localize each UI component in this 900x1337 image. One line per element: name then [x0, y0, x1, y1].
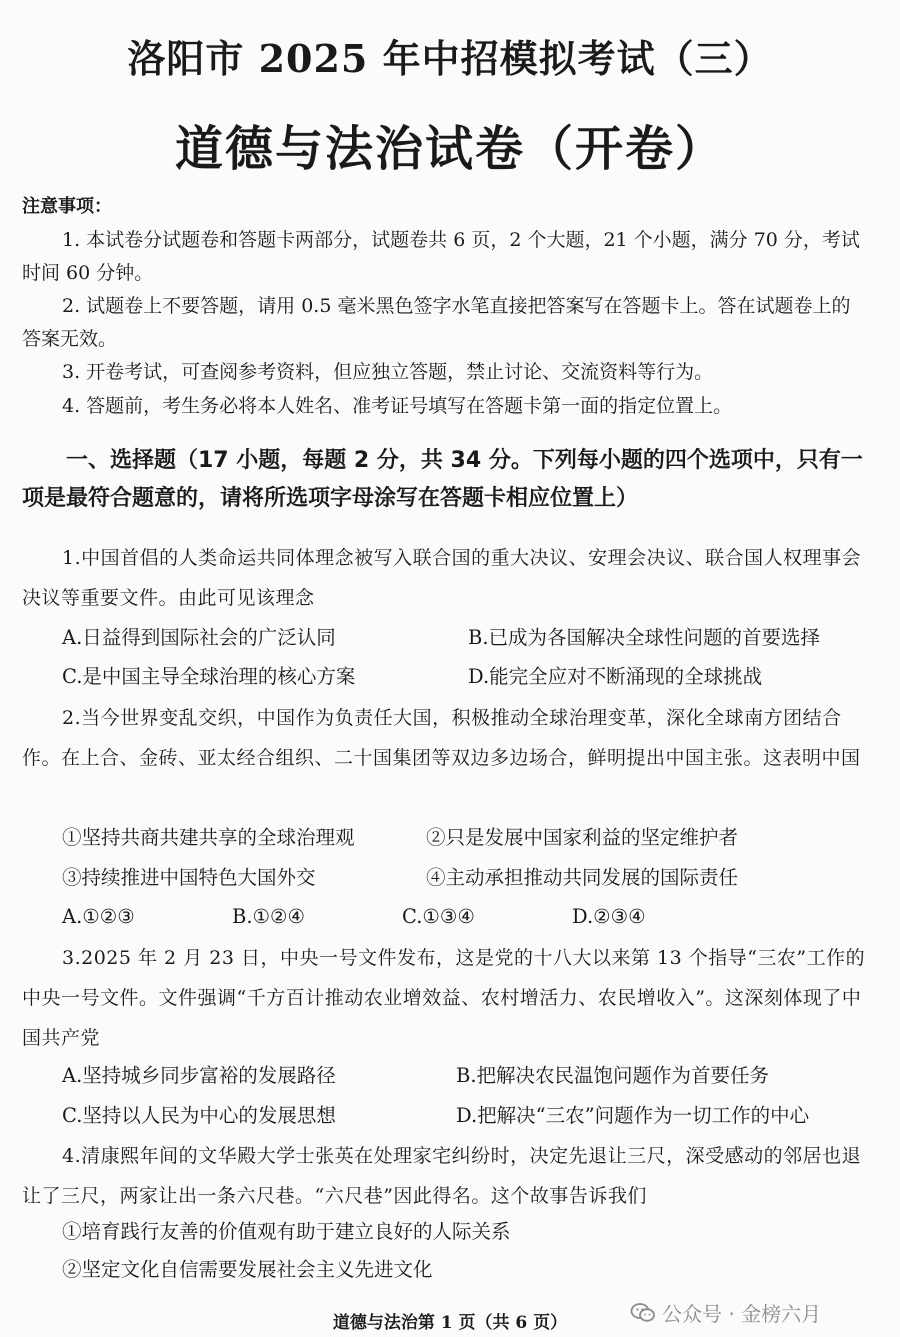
section-heading: 一、选择题（17 小题，每题 2 分，共 34 分。下列每小题的四个选项中，只有一项是最符合题意的，请将所选项字母涂写在答题卡相应位置上）: [22, 448, 863, 511]
watermark-text: 公众号 · 金榜六月: [662, 1302, 822, 1326]
question-stem: 3.2025 年 2 月 23 日，中央一号文件发布，这是党的十八大以来第 13 个指导“三农”工作的中央一号文件。文件强调“千方百计推动农业增效益、农村增活力、农民增收入”。这深刻体现了中国共产党: [22, 947, 866, 1049]
exam-subtitle: 道德与法治试卷（开卷）: [174, 121, 725, 177]
option-d: D.能完全应对不断涌现的全球挑战: [468, 665, 763, 688]
question-stem: 1.中国首倡的人类命运共同体理念被写入联合国的重大决议、安理会决议、联合国人权理事会决议等重要文件。由此可见该理念: [22, 547, 862, 609]
option-a: A.①②③: [62, 905, 135, 928]
statement-2: ②只是发展中国家利益的坚定维护者: [426, 826, 739, 849]
page-footer: 道德与法治第 1 页（共 6 页）: [332, 1313, 568, 1333]
option-b: B.把解决农民温饱问题作为首要任务: [456, 1064, 770, 1087]
option-c: C.是中国主导全球治理的核心方案: [62, 665, 356, 688]
statement-3: ③持续推进中国特色大国外交: [62, 866, 316, 889]
notice-item-1: 1. 本试卷分试题卷和答题卡两部分，试题卷共 6 页，2 个大题，21 个小题，满分 70 分，考试时间 60 分钟。: [22, 229, 860, 284]
option-d: D.②③④: [572, 905, 646, 928]
option-a: A.日益得到国际社会的广泛认同: [62, 626, 336, 649]
statement-1: ①坚持共商共建共享的全球治理观: [62, 826, 355, 849]
option-c: C.坚持以人民为中心的发展思想: [62, 1104, 336, 1127]
wechat-icon: [630, 1300, 656, 1326]
notice-heading: 注意事项：: [22, 196, 112, 217]
option-b: B.①②④: [232, 905, 305, 928]
watermark: [630, 1298, 821, 1327]
notice-item-3: 3. 开卷考试，可查阅参考资料，但应独立答题，禁止讨论、交流资料等行为。: [62, 361, 714, 383]
statement-2: ②坚定文化自信需要发展社会主义先进文化: [62, 1258, 433, 1281]
option-c: C.①③④: [402, 905, 475, 928]
option-b: B.已成为各国解决全球性问题的首要选择: [468, 626, 821, 649]
option-d: D.把解决“三农”问题作为一切工作的中心: [456, 1104, 810, 1127]
statement-1: ①培育践行友善的价值观有助于建立良好的人际关系: [62, 1220, 511, 1243]
notice-item-4: 4. 答题前，考生务必将本人姓名、准考证号填写在答题卡第一面的指定位置上。: [62, 395, 733, 417]
option-a: A.坚持城乡同步富裕的发展路径: [62, 1064, 336, 1087]
exam-title: 洛阳市 2025 年中招模拟考试（三）: [127, 36, 773, 81]
statement-4: ④主动承担推动共同发展的国际责任: [426, 866, 739, 889]
notice-item-2: 2. 试题卷上不要答题，请用 0.5 毫米黑色签字水笔直接把答案写在答题卡上。答在试题卷上的答案无效。: [22, 295, 851, 350]
question-stem: 2.当今世界变乱交织，中国作为负责任大国，积极推动全球治理变革，深化全球南方团结合作。在上合、金砖、亚太经合组织、二十国集团等双边多边场合，鲜明提出中国主张。这表明中国: [22, 707, 861, 769]
question-stem: 4.清康熙年间的文华殿大学士张英在处理家宅纠纷时，决定先退让三尺，深受感动的邻居也退让了三尺，两家让出一条六尺巷。“六尺巷”因此得名。这个故事告诉我们: [22, 1145, 862, 1207]
